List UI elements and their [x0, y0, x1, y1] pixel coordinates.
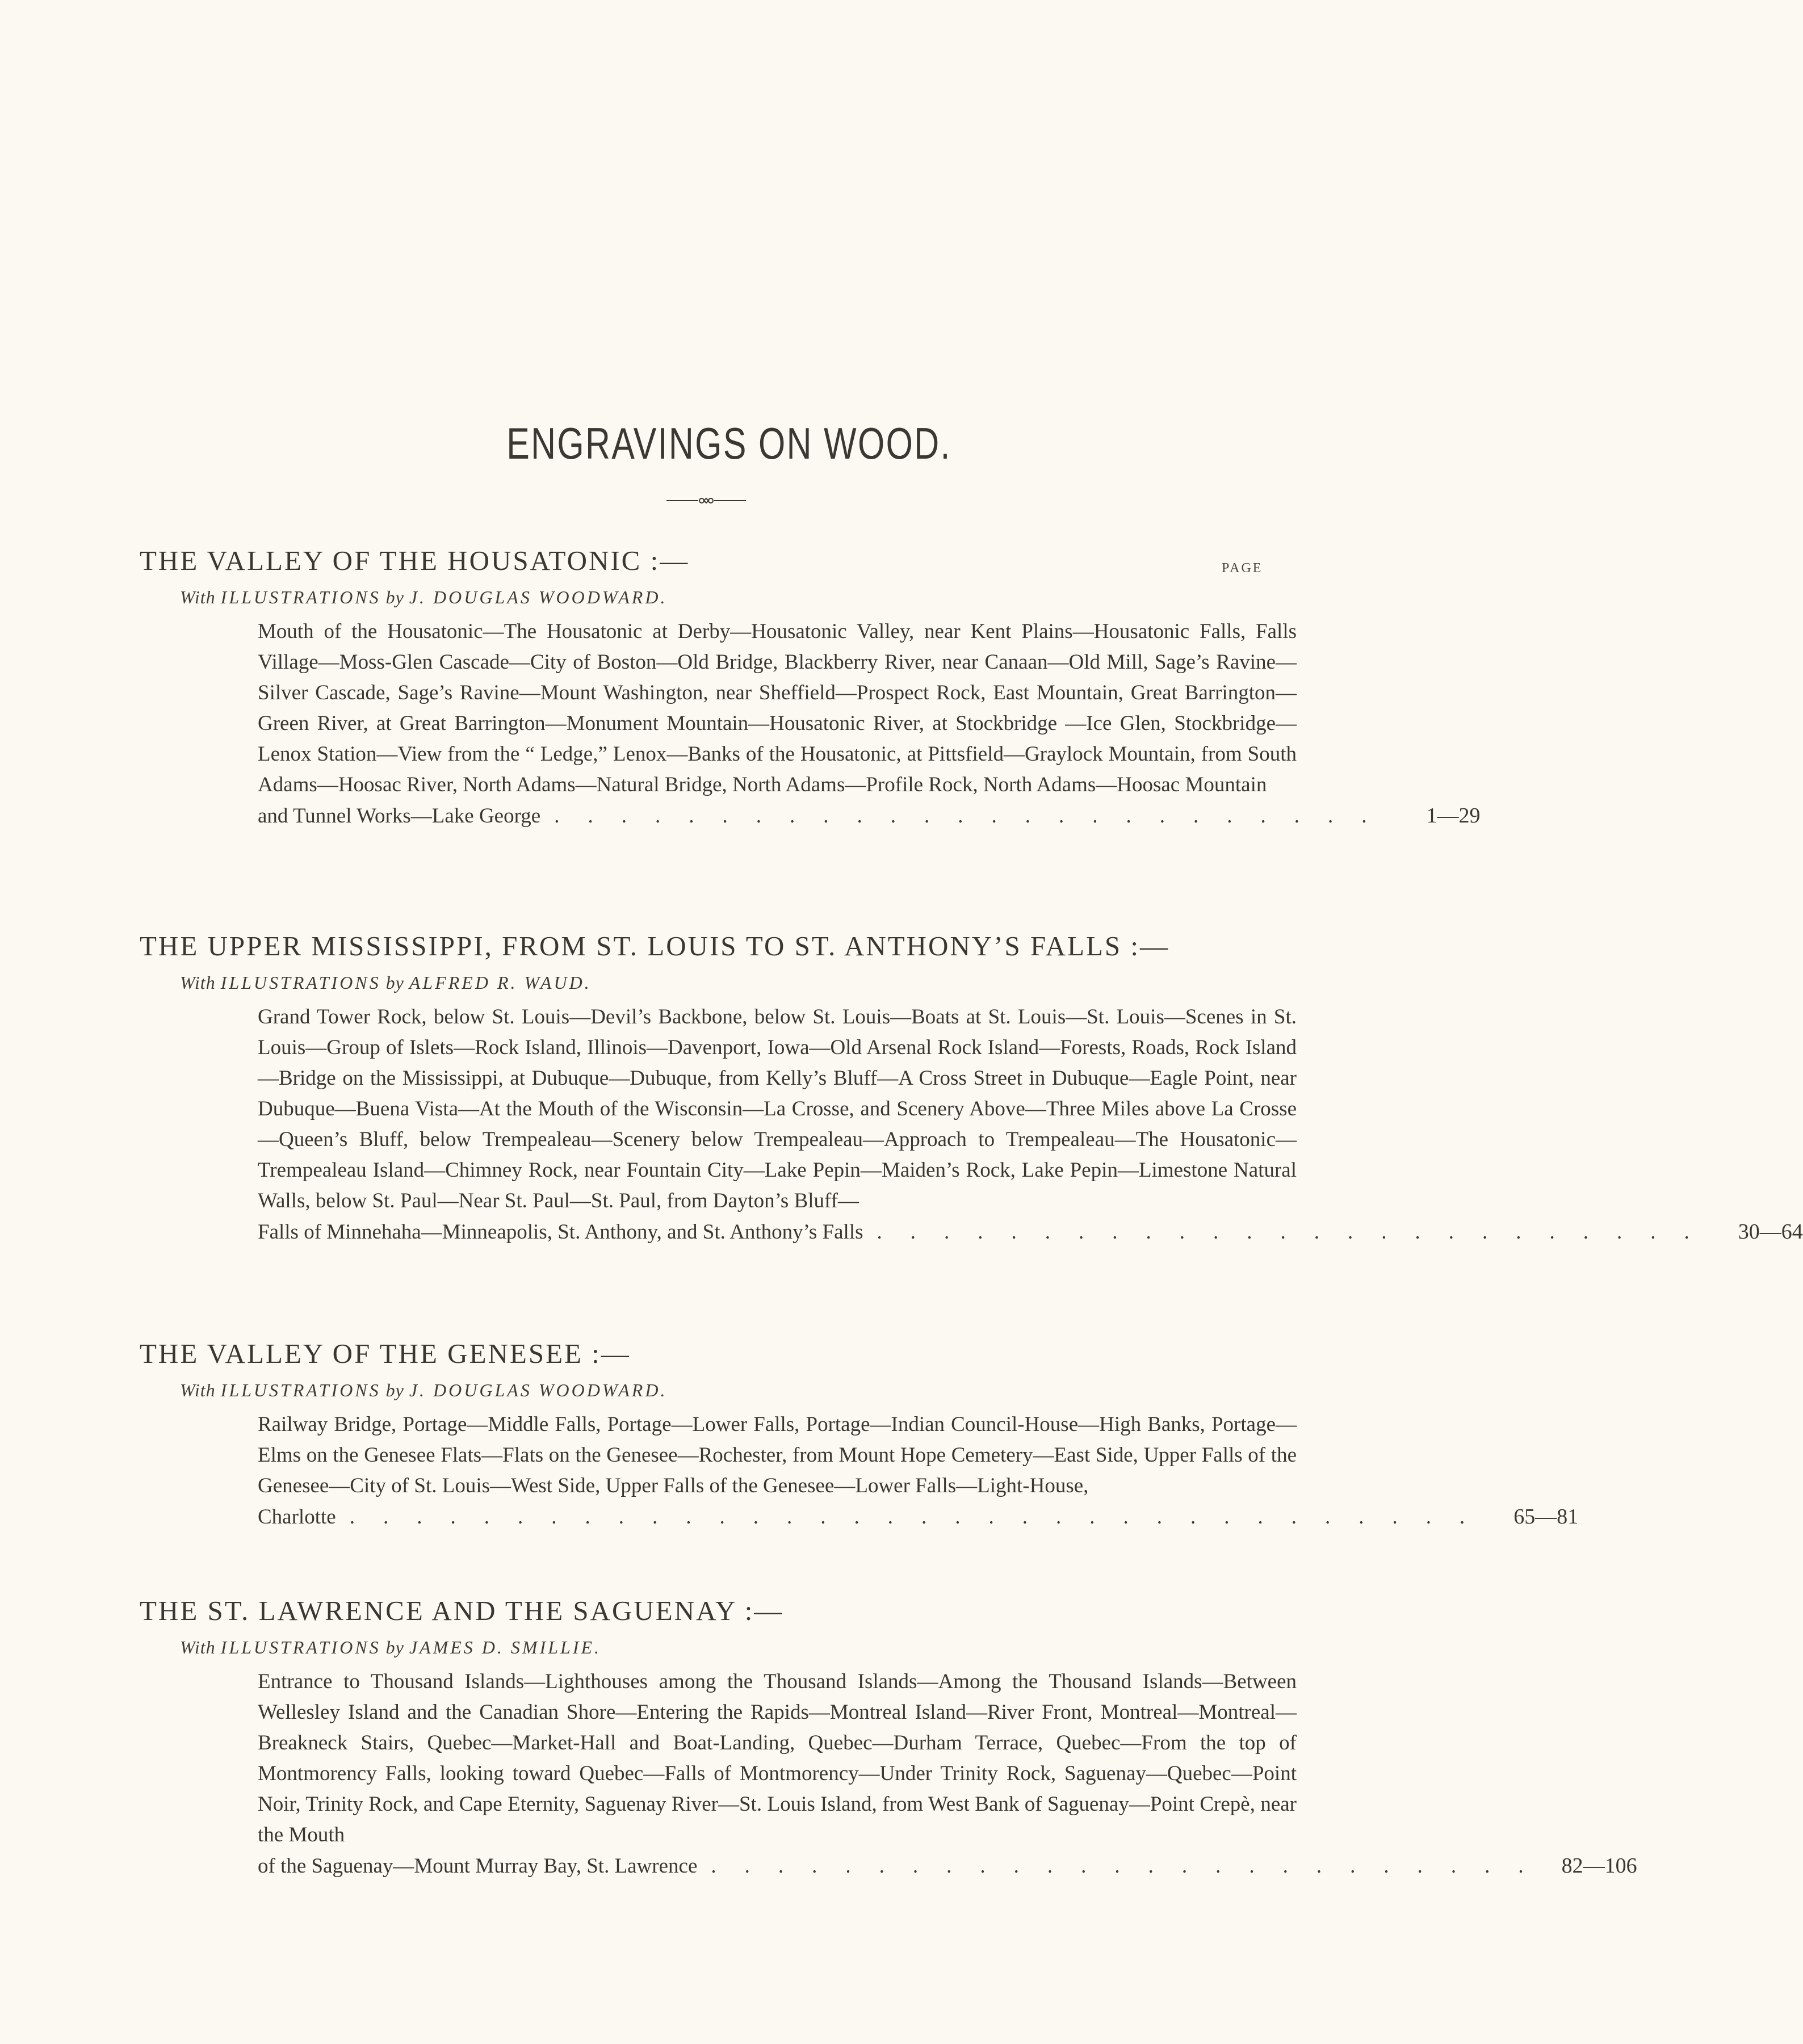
section-byline — [180, 1636, 1281, 1659]
title-ornament — [666, 494, 746, 507]
page-title: ENGRAVINGS ON WOOD. — [506, 418, 951, 468]
section-entries — [258, 1667, 1637, 1882]
dot-leader: ......................... — [877, 1220, 1718, 1244]
section-upper-mississippi — [140, 929, 1803, 1248]
entries-text: Entrance to Thousand Islands—Lighthouses among the Thousand Islands—Among the Thousand Islands—Between Wellesley Island and the Canadian Shore—Entering the Rapids—Montreal Island—River Front, Montreal—Montreal—Breakneck Stairs, Quebec—Market-Hall and Boat-Landing, Quebec—Durham Terrace, Quebec—From the top of Montmorency Falls, looking toward Quebec—Falls of Montmorency—Under Trinity Rock, Saguenay—Quebec—Point Noir, Trinity Rock, and Cape Eternity, Saguenay River—St. Louis Island, from West Bank of Saguenay—Point Crepè, near the Mouth — [258, 1670, 1297, 1846]
page-range: 65—81 — [1513, 1505, 1579, 1529]
page-column-label: PAGE — [1222, 561, 1263, 576]
entries-text: Mouth of the Housatonic—The Housatonic at Derby—Housatonic Valley, near Kent Plains—Housatonic Falls, Falls Village—Moss-Glen Cascade—City of Boston—Old Bridge, Blackberry River, near Canaan—Old Mill, Sage’s Ravine—Silver Cascade, Sage’s Ravine—Mount Washington, near Sheffield—Prospect Rock, East Mountain, Great Barrington—Green River, at Great Barrington—Monument Mountain—Housatonic River, at Stockbridge —Ice Glen, Stockbridge—Lenox Station—View from the “ Ledge,” Lenox—Banks of the Housatonic, at Pittsfield—Graylock Mountain, from South Adams—Hoosac River, North Adams—Natural Bridge, North Adams—Profile Rock, North Adams—Hoosac Mountain — [258, 620, 1297, 796]
byline-prefix: With — [180, 587, 216, 607]
page-range: 1—29 — [1426, 804, 1481, 828]
last-line-text: and Tunnel Works—Lake George — [258, 804, 541, 828]
section-byline — [180, 971, 1281, 994]
section-byline — [180, 586, 1281, 608]
section-entries — [258, 1409, 1579, 1533]
dot-leader: ......................... — [554, 804, 1395, 828]
entries-last-line — [258, 800, 1481, 832]
byline-by: by — [385, 587, 404, 607]
section-genesee — [140, 1337, 1579, 1533]
byline-prefix: With — [180, 972, 216, 993]
section-title: THE UPPER MISSISSIPPI, FROM ST. LOUIS TO ST. ANTHONY’S FALLS :— — [140, 930, 1169, 962]
section-title: THE VALLEY OF THE GENESEE :— — [140, 1338, 631, 1369]
page-range: 30—64 — [1738, 1220, 1803, 1244]
section-entries — [258, 616, 1481, 832]
section-st-lawrence — [140, 1594, 1637, 1882]
section-title: THE VALLEY OF THE HOUSATONIC :— — [140, 545, 690, 576]
entries-text: Railway Bridge, Portage—Middle Falls, Portage—Lower Falls, Portage—Indian Council-House—High Banks, Portage—Elms on the Genesee Flats—Flats on the Genesee—Rochester, from Mount Hope Cemetery—East Side, Upper Falls of the Genesee—City of St. Louis—West Side, Upper Falls of the Genesee—Lower Falls—Light-House, — [258, 1413, 1297, 1497]
byline-artist: ALFRED R. WAUD. — [409, 972, 592, 993]
section-byline — [180, 1379, 1281, 1401]
byline-illustrations: ILLUSTRATIONS — [220, 972, 381, 993]
last-line-text: Charlotte — [258, 1505, 336, 1529]
section-entries — [258, 1002, 1803, 1248]
byline-illustrations: ILLUSTRATIONS — [220, 1380, 381, 1400]
byline-illustrations: ILLUSTRATIONS — [220, 587, 381, 607]
entries-last-line — [258, 1501, 1579, 1533]
entries-last-line — [258, 1850, 1637, 1882]
byline-by: by — [385, 1637, 404, 1657]
byline-prefix: With — [180, 1637, 216, 1657]
section-title: THE ST. LAWRENCE AND THE SAGUENAY :— — [140, 1595, 784, 1626]
entries-text: Grand Tower Rock, below St. Louis—Devil’s Backbone, below St. Louis—Boats at St. Louis—St. Louis—Scenes in St. Louis—Group of Islets—Rock Island, Illinois—Davenport, Iowa—Old Arsenal Rock Island—Forests, Roads, Rock Island—Bridge on the Mississippi, at Dubuque—Dubuque, from Kelly’s Bluff—A Cross Street in Dubuque—Eagle Point, near Dubuque—Buena Vista—At the Mouth of the Wisconsin—La Crosse, and Scenery Above—Three Miles above La Crosse—Queen’s Bluff, below Trempealeau—Scenery below Trempealeau—Approach to Trempealeau—The Housatonic—Trempealeau Island—Chimney Rock, near Fountain City—Lake Pepin—Maiden’s Rock, Lake Pepin—Limestone Natural Walls, below St. Paul—Near St. Paul—St. Paul, from Dayton’s Bluff— — [258, 1005, 1297, 1212]
dot-leader: ......................... — [711, 1854, 1552, 1878]
byline-artist: J. DOUGLAS WOODWARD. — [409, 587, 668, 607]
byline-prefix: With — [180, 1380, 216, 1400]
byline-by: by — [385, 972, 404, 993]
entries-last-line — [258, 1216, 1803, 1248]
byline-by: by — [385, 1380, 404, 1400]
section-housatonic — [140, 544, 1481, 832]
last-line-text: of the Saguenay—Mount Murray Bay, St. Lawrence — [258, 1854, 698, 1878]
byline-artist: J. DOUGLAS WOODWARD. — [409, 1380, 668, 1400]
byline-illustrations: ILLUSTRATIONS — [220, 1637, 381, 1657]
last-line-text: Falls of Minnehaha—Minneapolis, St. Anthony, and St. Anthony’s Falls — [258, 1220, 863, 1244]
page-range: 82—106 — [1561, 1854, 1637, 1878]
dot-leader: .................................. — [349, 1505, 1494, 1529]
byline-artist: JAMES D. SMILLIE. — [409, 1637, 602, 1657]
